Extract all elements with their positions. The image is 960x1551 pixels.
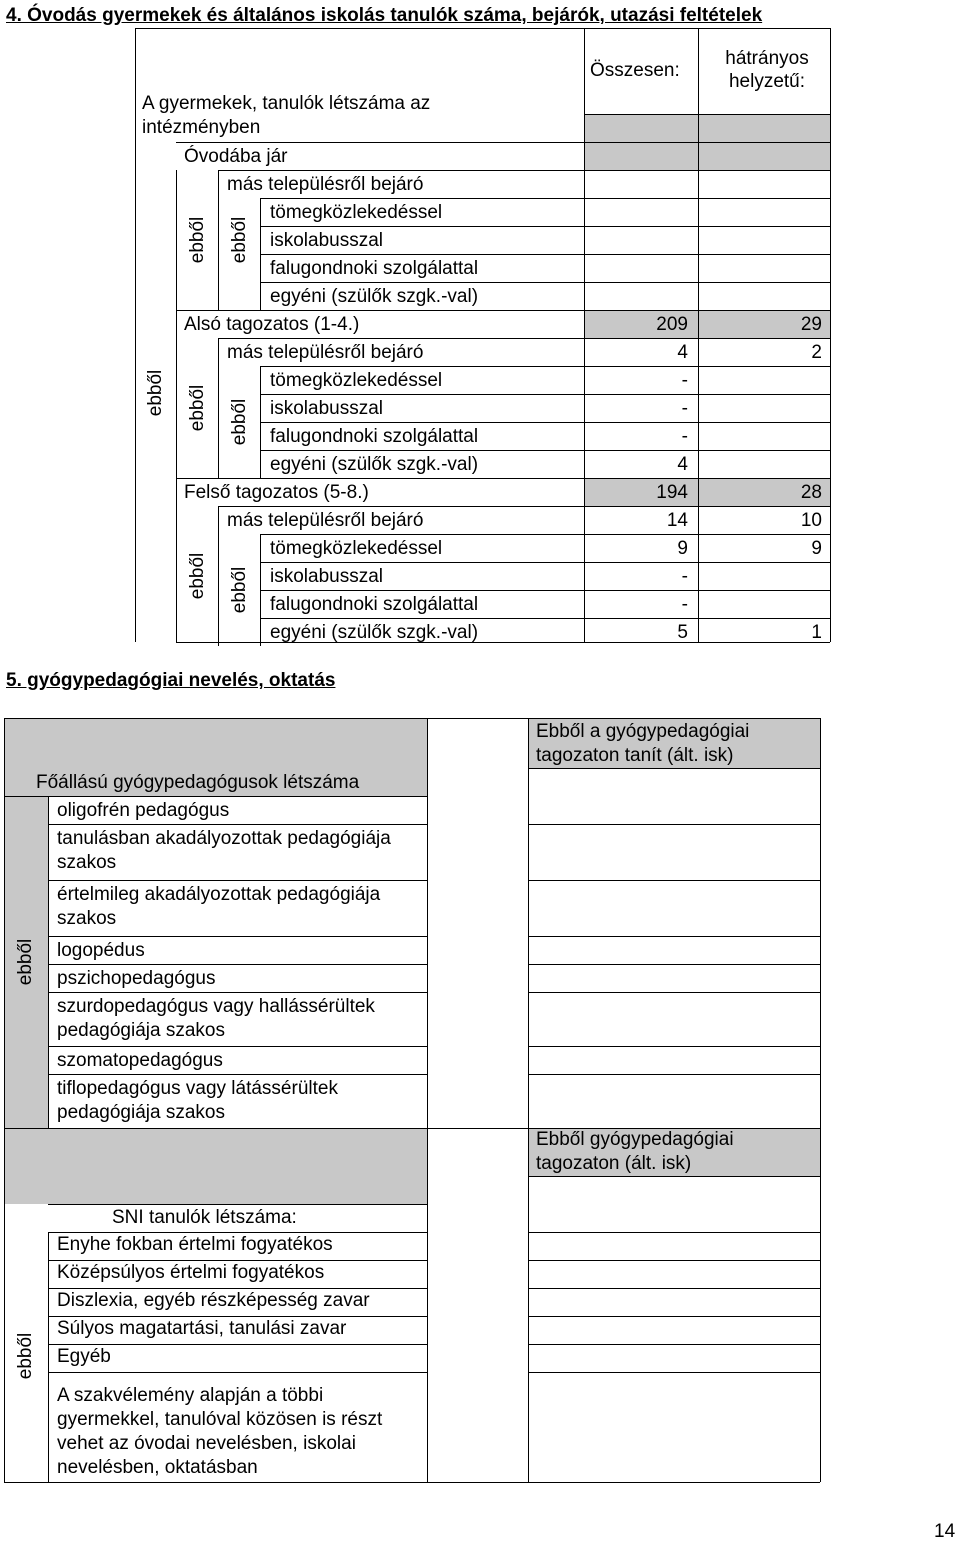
main-row-label: A gyermekek, tanulók létszáma az intézményben — [142, 93, 431, 138]
teacher-category-label: logopédus — [57, 940, 145, 961]
ebbol-label: ebből — [187, 384, 208, 432]
gray-cell — [698, 142, 830, 170]
commuter-label: más településről bejáró — [227, 174, 424, 195]
value-total: - — [681, 370, 688, 391]
column-header: Ebből a gyógypedagógiai tagozaton tanít (ált. isk) — [536, 721, 750, 766]
transport-label: falugondnoki szolgálattal — [270, 258, 479, 279]
teacher-category-label: értelmileg akadályozottak pedagógiája szakos — [57, 884, 381, 929]
value-total: 14 — [666, 510, 688, 531]
transport-label: egyéni (szülők szgk.-val) — [270, 622, 479, 643]
transport-label: iskolabusszal — [270, 398, 383, 419]
ebbol-label: ebből — [145, 369, 166, 417]
value-disadvantaged: 29 — [800, 314, 822, 335]
commuter-label: más településről bejáró — [227, 342, 424, 363]
teacher-category-label: pszichopedagógus — [57, 968, 216, 989]
transport-label: falugondnoki szolgálattal — [270, 426, 479, 447]
section-4-title: 4. Óvodás gyermekek és általános iskolás tanulók száma, bejárók, utazási feltételek — [6, 5, 763, 26]
transport-label: tömegközlekedéssel — [270, 538, 443, 559]
value-total: 4 — [677, 342, 688, 363]
group-label: Alsó tagozatos (1-4.) — [184, 314, 360, 335]
ebbol-label: ebből — [187, 216, 208, 264]
transport-label: iskolabusszal — [270, 566, 383, 587]
ebbol-label: ebből — [187, 552, 208, 600]
value-total: - — [681, 426, 688, 447]
value-total: - — [681, 566, 688, 587]
teacher-category-label: szomatopedagógus — [57, 1050, 223, 1071]
value-total: 4 — [677, 454, 688, 475]
ebbol-label: ebből — [229, 398, 250, 446]
column-header: Ebből gyógypedagógiai tagozaton (ált. isk) — [536, 1129, 734, 1174]
value-total: - — [681, 594, 688, 615]
value-disadvantaged: 28 — [800, 482, 822, 503]
value-disadvantaged: 1 — [811, 622, 822, 643]
teacher-category-label: oligofrén pedagógus — [57, 800, 230, 821]
teacher-category-label: tiflopedagógus vagy látássérültek pedagógiája szakos — [57, 1078, 338, 1123]
sni-category-label: Enyhe fokban értelmi fogyatékos — [57, 1234, 333, 1255]
transport-label: tömegközlekedéssel — [270, 370, 443, 391]
group-label: Óvodába jár — [184, 146, 288, 167]
value-total: 9 — [677, 538, 688, 559]
main-row-label: SNI tanulók létszáma: — [112, 1207, 297, 1228]
value-total: 209 — [656, 314, 688, 335]
transport-label: tömegközlekedéssel — [270, 202, 443, 223]
column-header-total: Összesen: — [590, 60, 680, 81]
value-disadvantaged: 9 — [811, 538, 822, 559]
value-total: - — [681, 398, 688, 419]
value-disadvantaged: 10 — [800, 510, 822, 531]
ebbol-label: ebből — [15, 1332, 36, 1380]
ebbol-label: ebből — [15, 938, 36, 986]
teacher-category-label: szurdopedagógus vagy hallássérültek pedagógiája szakos — [57, 996, 375, 1041]
value-total: 194 — [656, 482, 688, 503]
gray-cell — [698, 114, 830, 142]
ebbol-label: ebből — [229, 566, 250, 614]
gray-cell — [584, 142, 698, 170]
transport-label: egyéni (szülők szgk.-val) — [270, 454, 479, 475]
transport-label: falugondnoki szolgálattal — [270, 594, 479, 615]
sni-category-label: A szakvélemény alapján a többi gyermekkel, tanulóval közösen is részt vehet az óvodai nevelésben, iskolai nevelésben, oktatásban — [57, 1385, 383, 1478]
column-header-disadvantaged: hátrányos helyzetű: — [725, 48, 809, 92]
page-number: 14 — [934, 1521, 956, 1542]
main-row-label: Főállású gyógypedagógusok létszáma — [36, 772, 360, 793]
sni-category-label: Súlyos magatartási, tanulási zavar — [57, 1318, 347, 1339]
sni-category-label: Középsúlyos értelmi fogyatékos — [57, 1262, 325, 1283]
value-disadvantaged: 2 — [811, 342, 822, 363]
gray-cell — [4, 1128, 428, 1204]
commuter-label: más településről bejáró — [227, 510, 424, 531]
transport-label: iskolabusszal — [270, 230, 383, 251]
section-5-title: 5. gyógypedagógiai nevelés, oktatás — [6, 670, 336, 691]
value-total: 5 — [677, 622, 688, 643]
group-label: Felső tagozatos (5-8.) — [184, 482, 369, 503]
transport-label: egyéni (szülők szgk.-val) — [270, 286, 479, 307]
sni-category-label: Diszlexia, egyéb részképesség zavar — [57, 1290, 370, 1311]
sni-category-label: Egyéb — [57, 1346, 111, 1367]
ebbol-label: ebből — [229, 216, 250, 264]
gray-cell — [584, 114, 698, 142]
teacher-category-label: tanulásban akadályozottak pedagógiája szakos — [57, 828, 391, 873]
